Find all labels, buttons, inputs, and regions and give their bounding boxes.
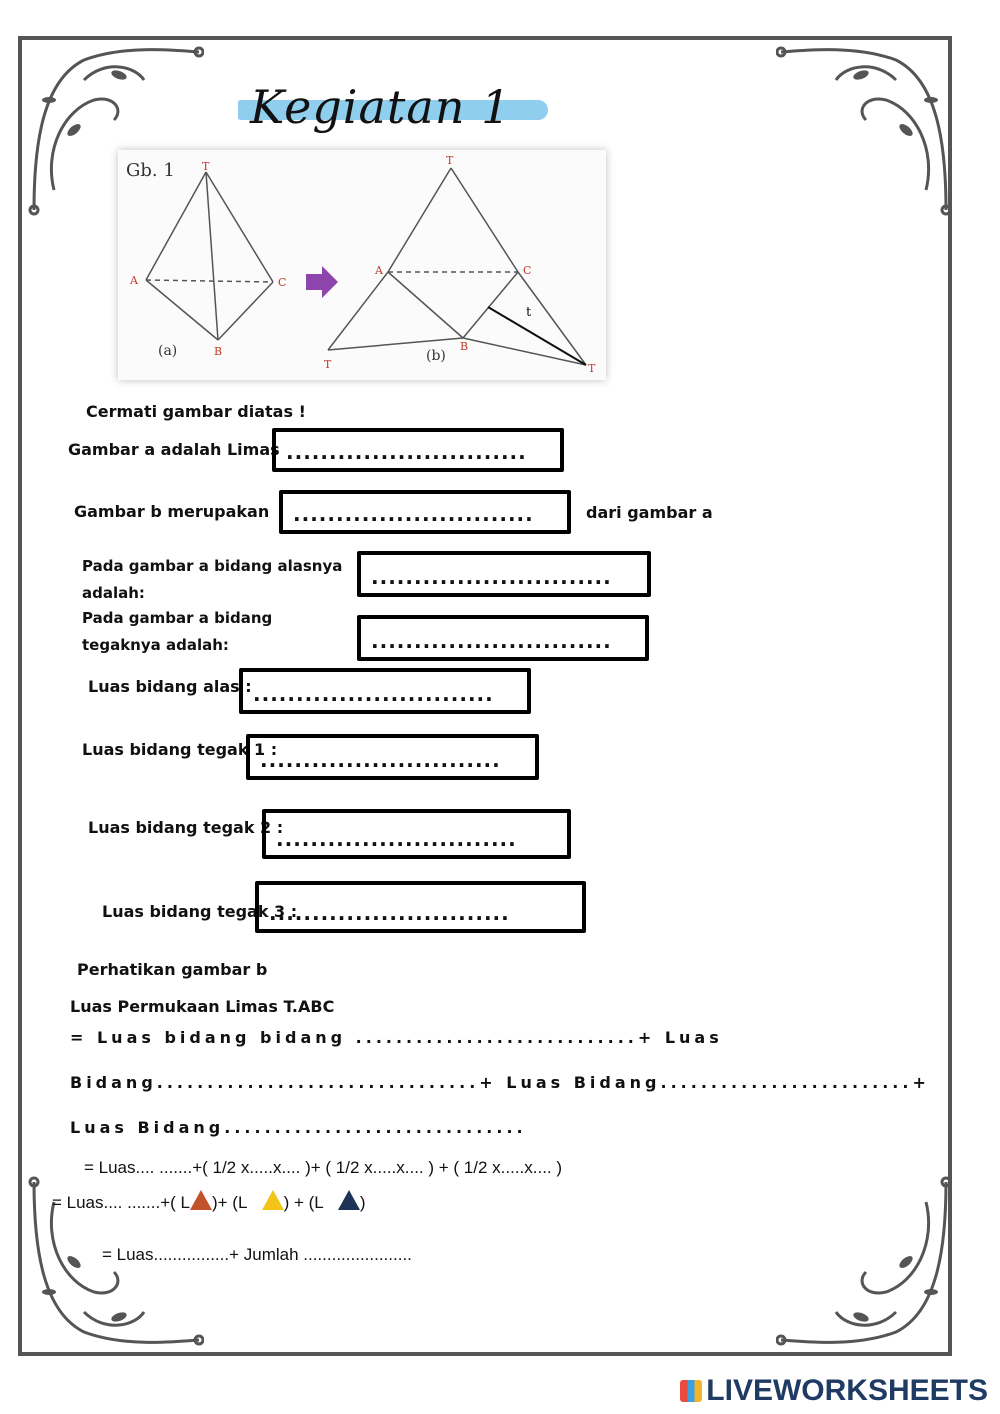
answer-blank-4: ............................ [371, 629, 612, 653]
formula-line-5-mid2: ) + (L [283, 1193, 324, 1212]
formula-line-6: = Luas................+ Jumlah ....................... [102, 1245, 412, 1264]
page-title: Kegiatan 1 [250, 80, 512, 134]
liveworksheets-logo [680, 1374, 988, 1408]
figure-caption: Gb. 1 [126, 160, 175, 181]
question-4-label: Pada gambar a bidang tegaknya adalah: [82, 609, 273, 654]
instruction-text: Cermati gambar diatas ! [86, 402, 306, 421]
right-arrow-icon [306, 266, 338, 298]
answer-box-3[interactable] [357, 551, 651, 597]
question-8-label: Luas bidang tegak 3 : [102, 902, 298, 921]
answer-box-8[interactable] [255, 881, 586, 933]
formula-line-5-mid1: )+ (L [211, 1193, 248, 1212]
vertex-t-b-right: T [588, 362, 596, 375]
height-label: t [526, 305, 532, 320]
vertex-t-b-left: T [324, 358, 332, 371]
vertex-c-a: C [278, 276, 287, 289]
answer-box-1[interactable] [272, 428, 564, 472]
formula-line-3: Luas Bidang.............................. [70, 1118, 527, 1137]
answer-blank-5: ............................ [253, 682, 494, 706]
answer-blank-7: ............................ [276, 827, 517, 851]
question-1-label: Gambar a adalah Limas [68, 440, 280, 459]
answer-box-2[interactable] [279, 490, 571, 534]
answer-box-6[interactable] [246, 734, 539, 780]
question-2-suffix: dari gambar a [586, 503, 713, 522]
triangle-yellow-icon [262, 1190, 284, 1210]
liveworksheets-icon [680, 1380, 702, 1402]
answer-box-5[interactable] [239, 668, 531, 714]
brand-text: LIVEWORKSHEETS [706, 1374, 988, 1407]
label-a: (a) [158, 343, 178, 359]
answer-blank-1: ............................ [286, 440, 527, 464]
answer-box-4[interactable] [357, 615, 649, 661]
section2-subheading: Luas Permukaan Limas T.ABC [70, 997, 335, 1016]
question-6-label: Luas bidang tegak 1 : [82, 740, 278, 759]
formula-line-4: = Luas.... .......+( 1/2 x.....x.... )+ ( 1/2 x.....x.... ) + ( 1/2 x.....x.... ) [84, 1158, 563, 1177]
triangle-navy-icon [338, 1190, 360, 1210]
vertex-a-b: A [375, 264, 383, 277]
corner-ornament-bottom-right [776, 1172, 956, 1352]
vertex-b-b: B [460, 340, 469, 353]
answer-blank-2: ............................ [293, 502, 534, 526]
vertex-t-b-top: T [446, 154, 454, 167]
question-2-label: Gambar b merupakan [74, 502, 270, 521]
vertex-c-b: C [523, 264, 532, 277]
question-7-label: Luas bidang tegak 2 : [88, 818, 284, 837]
vertex-a-a: A [130, 274, 138, 287]
triangle-brown-icon [190, 1190, 212, 1210]
label-b: (b) [426, 348, 446, 364]
question-5-label: Luas bidang alas : [88, 677, 252, 696]
formula-line-5 [52, 1190, 366, 1213]
formula-line-5-start: = Luas.... .......+( L [52, 1193, 190, 1212]
pyramid-figure [118, 150, 606, 380]
formula-line-5-end: ) [359, 1193, 366, 1212]
question-3-label: Pada gambar a bidang alasnya adalah: [82, 557, 343, 602]
answer-blank-3: ............................ [371, 565, 612, 589]
answer-blank-6: ............................ [260, 748, 501, 772]
formula-line-2: Bidang................................+ Luas Bidang.........................+ [70, 1073, 930, 1092]
vertex-b-a: B [214, 345, 223, 358]
corner-ornament-top-right [776, 40, 956, 220]
answer-box-7[interactable] [262, 809, 571, 859]
vertex-t-a: T [202, 160, 210, 173]
formula-line-1: = Luas bidang bidang ............................+ Luas [70, 1028, 723, 1047]
section2-heading: Perhatikan gambar b [77, 960, 268, 979]
answer-blank-8: ............................ [269, 901, 510, 925]
